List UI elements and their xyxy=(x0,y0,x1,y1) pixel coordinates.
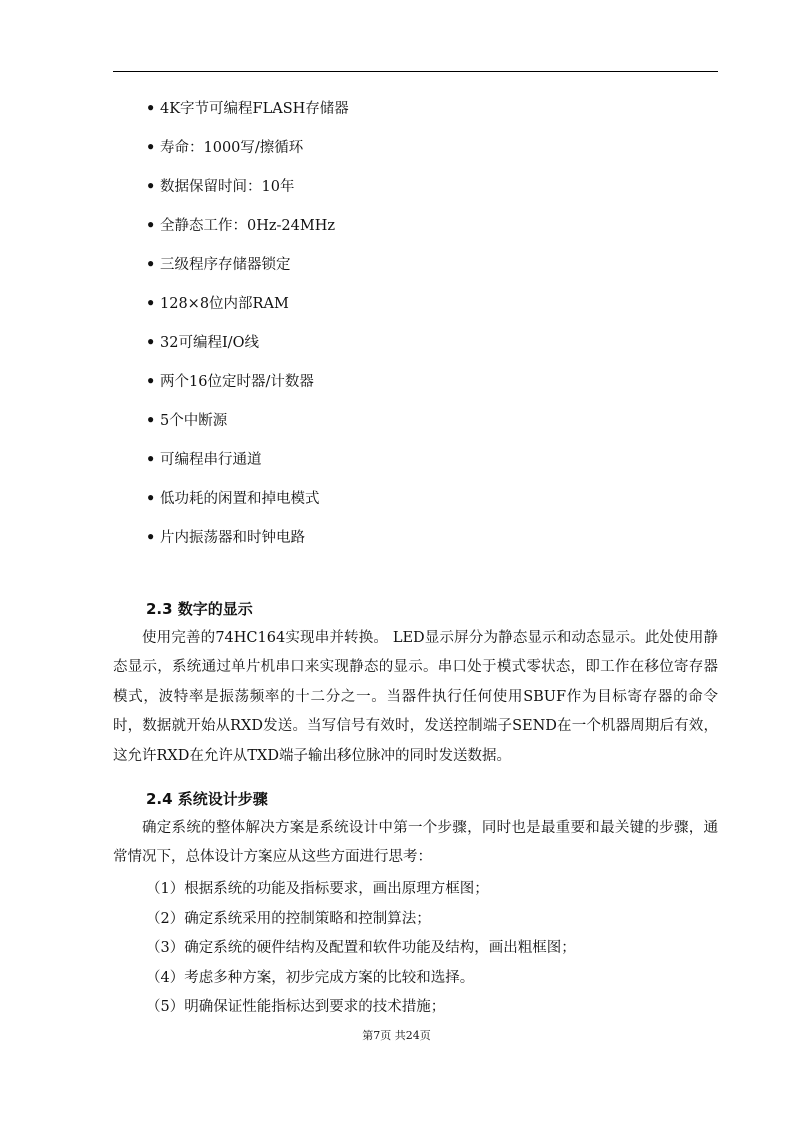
design-step: （2）确定系统采用的控制策略和控制算法； xyxy=(146,910,431,927)
bullet-dot: • xyxy=(146,451,156,468)
feature-item-text: 低功耗的闲置和掉电模式 xyxy=(160,491,320,507)
feature-item xyxy=(146,443,349,482)
feature-item xyxy=(146,521,349,560)
bullet-dot: • xyxy=(146,334,156,351)
design-step: （1）根据系统的功能及指标要求，画出原理方框图； xyxy=(146,881,489,897)
feature-item-text: 三级程序存储器锁定 xyxy=(160,257,291,273)
feature-item-text: 可编程串行通道 xyxy=(160,452,262,468)
bullet-dot: • xyxy=(146,373,156,390)
bullet-dot: • xyxy=(146,412,156,429)
feature-item-text: 全静态工作：0Hz-24MHz xyxy=(160,218,335,234)
feature-item-text: 寿命：1000写/擦循环 xyxy=(160,140,304,156)
feature-item xyxy=(146,326,349,365)
feature-item-text: 数据保留时间：10年 xyxy=(160,179,295,195)
bullet-dot: • xyxy=(146,529,156,546)
design-step: （3）确定系统的硬件结构及配置和软件功能及结构，画出粗框图； xyxy=(146,940,576,957)
feature-item xyxy=(146,170,349,209)
feature-item xyxy=(146,482,349,521)
feature-item xyxy=(146,365,349,404)
feature-item xyxy=(146,248,349,287)
design-step: （5）明确保证性能指标达到要求的技术措施； xyxy=(146,999,446,1016)
bullet-dot: • xyxy=(146,139,156,156)
design-step: （4）考虑多种方案，初步完成方案的比较和选择。 xyxy=(146,969,475,986)
bullet-dot: • xyxy=(146,178,156,195)
feature-item-text: 128×8位内部RAM xyxy=(160,296,289,312)
page-number-footer: 第7页 共24页 xyxy=(362,1029,431,1042)
feature-item-text: 片内振荡器和时钟电路 xyxy=(160,530,305,546)
feature-list xyxy=(146,92,349,560)
feature-item xyxy=(146,404,349,443)
feature-item xyxy=(146,287,349,326)
bullet-dot: • xyxy=(146,256,156,273)
section-heading-2-3: 2.3 数字的显示 xyxy=(146,600,253,618)
feature-item xyxy=(146,209,349,248)
feature-item xyxy=(146,92,349,131)
header-rule xyxy=(113,71,718,72)
bullet-dot: • xyxy=(146,490,156,507)
bullet-dot: • xyxy=(146,217,156,234)
feature-item-text: 4K字节可编程FLASH存储器 xyxy=(160,101,349,117)
bullet-dot: • xyxy=(146,100,156,117)
feature-item xyxy=(146,131,349,170)
section-2-3-paragraph: 使用完善的74HC164实现串并转换。 LED显示屏分为静态显示和动态显示。此处使用静态显示，系统通过单片机串口来实现静态的显示。串口处于模式零状态，即工作在移位寄存器模式，波特率是振荡频率的十二分之一。当器件执行任何使用SBUF作为目标寄存器的命令时，数据就开始从RXD发送。当写信号有效时，发送控制端子SEND在一个机器周期后有效，这允许RXD在允许从TXD端子输出移位脉冲的同时发送数据。 xyxy=(113,630,718,764)
feature-item-text: 32可编程I/O线 xyxy=(160,335,259,351)
feature-item-text: 两个16位定时器/计数器 xyxy=(160,374,314,390)
section-heading-2-4: 2.4 系统设计步骤 xyxy=(146,790,268,808)
section-2-4-paragraph: 确定系统的整体解决方案是系统设计中第一个步骤，同时也是最重要和最关键的步骤，通常情况下，总体设计方案应从这些方面进行思考： xyxy=(113,820,718,866)
design-steps-list xyxy=(146,875,576,1023)
bullet-dot: • xyxy=(146,295,156,312)
feature-item-text: 5个中断源 xyxy=(160,413,228,429)
